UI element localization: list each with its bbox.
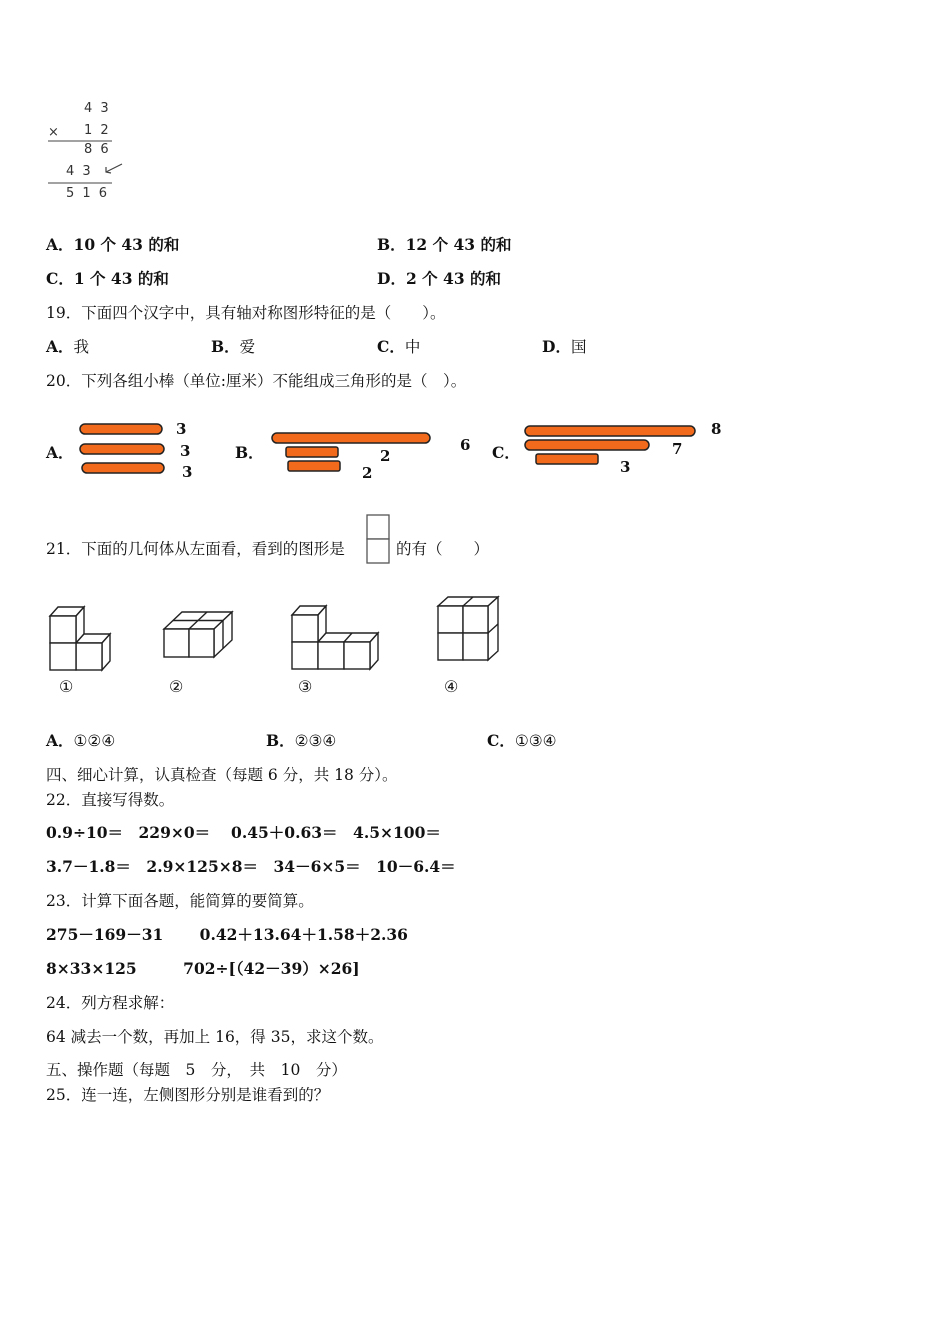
- q21-option-c[interactable]: [487, 731, 557, 751]
- q21-option-b[interactable]: [266, 731, 336, 751]
- rod-length-label: 3: [176, 420, 187, 438]
- rod-length-label: 6: [460, 436, 471, 454]
- option-text: 1 个 43 的和: [73, 269, 169, 288]
- rod: [80, 444, 164, 454]
- q23-row-2: 8×33×125 702÷[（42－39）×26]: [46, 959, 360, 978]
- option-text: ①②④: [73, 732, 116, 750]
- q18-option-a[interactable]: [46, 235, 179, 255]
- section5-heading: 五、操作题（每题 5 分， 共 10 分）: [46, 1061, 347, 1079]
- mult-lines: [40, 100, 160, 220]
- option-text: 2 个 43 的和: [405, 269, 501, 288]
- figure-label: ④: [444, 677, 459, 696]
- q18-option-b[interactable]: [377, 235, 511, 255]
- option-text: 爱: [239, 338, 256, 356]
- option-label: B．: [211, 337, 240, 356]
- option-text: ①③④: [514, 732, 557, 750]
- q21-figure-3[interactable]: [290, 603, 385, 678]
- option-text: 12 个 43 的和: [405, 235, 512, 254]
- q22-row-1: 0.9÷10＝ 229×0＝ 0.45＋0.63＝ 4.5×100＝: [46, 823, 441, 842]
- rod-length-label: 3: [620, 458, 631, 476]
- option-label: B．: [377, 235, 406, 254]
- option-label: B．: [266, 731, 295, 750]
- figure-label: ②: [169, 677, 184, 696]
- q18-option-c[interactable]: [46, 269, 169, 289]
- q22-row-2: 3.7－1.8＝ 2.9×125×8＝ 34－6×5＝ 10－6.4＝: [46, 857, 456, 876]
- rod: [272, 433, 430, 443]
- mult-row1: 4 3: [84, 101, 111, 116]
- q20-option-a-label[interactable]: A．: [46, 443, 74, 462]
- q19-option-c[interactable]: [377, 337, 420, 357]
- q21-stem-after: 的有（ ）: [396, 540, 490, 558]
- mult-times-sign: ×: [48, 125, 59, 140]
- rod-length-label: 3: [182, 463, 193, 481]
- option-label: D．: [377, 269, 406, 288]
- q23-row-1: 275－169－31 0.42＋13.64＋1.58＋2.36: [46, 925, 408, 944]
- mult-row2: 1 2: [84, 123, 111, 138]
- option-label: A．: [46, 235, 74, 254]
- rod-length-label: 2: [380, 447, 391, 465]
- option-label: C．: [46, 269, 74, 288]
- q21-stem-before: 21．下面的几何体从左面看，看到的图形是: [46, 540, 345, 558]
- q21-figure-1[interactable]: [48, 604, 118, 679]
- rod-length-label: 3: [180, 442, 191, 460]
- option-text: 国: [570, 338, 587, 356]
- q20-option-b-label[interactable]: B．: [235, 443, 264, 462]
- option-label: C．: [487, 731, 515, 750]
- q24-stem: 24．列方程求解：: [46, 994, 175, 1012]
- q24-text: 64 减去一个数，再加上 16，得 35，求这个数。: [46, 1028, 384, 1046]
- q21-option-a[interactable]: [46, 731, 115, 751]
- option-text: ②③④: [294, 732, 337, 750]
- q18-option-d[interactable]: [377, 269, 501, 289]
- figure-label: ③: [298, 677, 313, 696]
- rod: [288, 461, 340, 471]
- q25-stem: 25．连一连，左侧图形分别是谁看到的？: [46, 1086, 330, 1104]
- section4-heading: 四、细心计算，认真检查（每题 6 分，共 18 分）。: [46, 766, 398, 784]
- q23-stem: 23．计算下面各题，能简算的要简算。: [46, 892, 314, 910]
- figure-label: ①: [59, 677, 74, 696]
- option-label: D．: [542, 337, 571, 356]
- rod-length-label: 8: [711, 420, 722, 438]
- option-label: A．: [46, 337, 74, 356]
- option-label: A．: [46, 731, 74, 750]
- option-label: C．: [377, 337, 405, 356]
- rod: [80, 424, 162, 434]
- q21-figure-4[interactable]: [436, 594, 506, 664]
- rod-length-label: 2: [362, 464, 373, 482]
- q21-view-shape: [366, 514, 392, 564]
- mult-row5: 5 1 6: [66, 186, 110, 201]
- q19-option-d[interactable]: [542, 337, 586, 357]
- q19-option-a[interactable]: [46, 337, 89, 357]
- q20-option-c-label[interactable]: C．: [492, 443, 520, 462]
- rod: [82, 463, 164, 473]
- option-text: 10 个 43 的和: [73, 235, 180, 254]
- mult-row4: 4 3: [66, 164, 93, 179]
- rod: [525, 426, 695, 436]
- rod: [536, 454, 598, 464]
- q20-stem: 20．下列各组小棒（单位:厘米）不能组成三角形的是（ ）。: [46, 372, 467, 390]
- q19-option-b[interactable]: [211, 337, 255, 357]
- arrow-icon: [106, 164, 122, 173]
- q22-stem: 22．直接写得数。: [46, 791, 175, 809]
- rod-length-label: 7: [672, 440, 683, 458]
- mult-row3: 8 6: [84, 142, 111, 157]
- option-text: 我: [73, 338, 90, 356]
- q21-figure-2[interactable]: [162, 608, 242, 668]
- q20-option-b-rods[interactable]: [270, 428, 440, 478]
- rod: [286, 447, 338, 457]
- option-text: 中: [404, 338, 421, 356]
- rod: [525, 440, 649, 450]
- q19-stem: 19．下面四个汉字中，具有轴对称图形特征的是（ ）。: [46, 304, 446, 322]
